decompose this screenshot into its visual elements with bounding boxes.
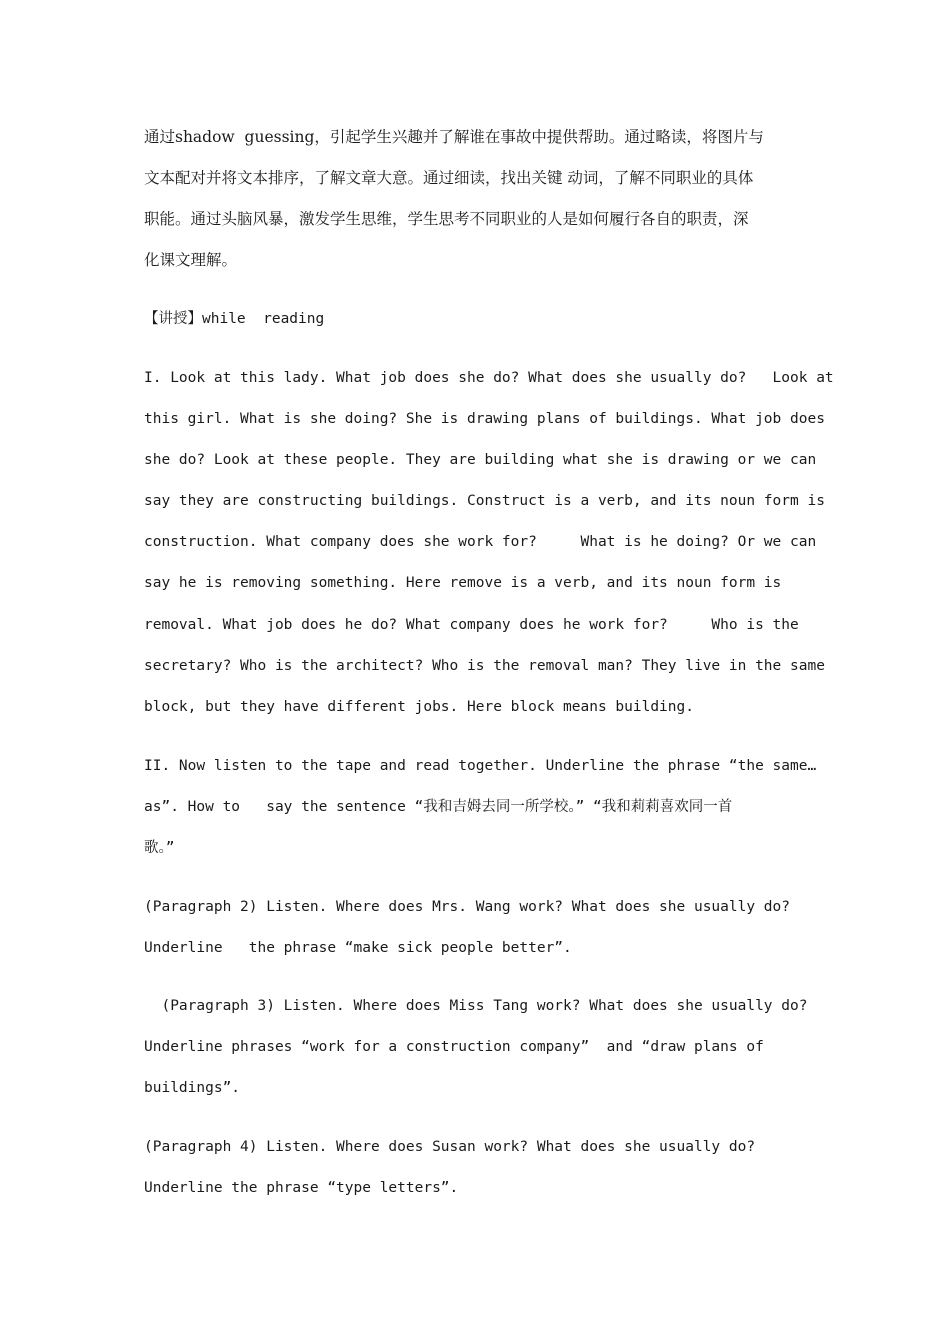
paragraph-5-line-2: Underline the phrase “make sick people better”. bbox=[144, 940, 572, 956]
section-heading: 【讲授】while reading bbox=[144, 311, 325, 327]
paragraph-3-line-8: secretary? Who is the architect? Who is the removal man? They live in the same bbox=[144, 658, 825, 674]
paragraph-3-line-6: say he is removing something. Here remove is a verb, and its noun form is bbox=[144, 575, 782, 591]
paragraph-4-line-2: as”. How to say the sentence “我和吉姆去同一所学校。” “我和莉莉喜欢同一首 bbox=[144, 799, 733, 815]
paragraph-7-line-1: (Paragraph 4) Listen. Where does Susan work? What does she usually do? bbox=[144, 1139, 756, 1155]
paragraph-6-line-2: Underline phrases “work for a construction company” and “draw plans of bbox=[144, 1039, 764, 1055]
paragraph-6-line-1: (Paragraph 3) Listen. Where does Miss Tang work? What does she usually do? bbox=[144, 998, 808, 1014]
paragraph-1-line-4: 化课文理解。 bbox=[144, 251, 238, 269]
paragraph-4-line-1: II. Now listen to the tape and read together. Underline the phrase “the same… bbox=[144, 758, 817, 774]
paragraph-3-line-5: construction. What company does she work for? What is he doing? Or we can bbox=[144, 534, 817, 550]
paragraph-1-line-3: 职能。通过头脑风暴，激发学生思维，学生思考不同职业的人是如何履行各自的职责，深 bbox=[144, 210, 749, 228]
paragraph-1-line-1: 通过shadow guessing，引起学生兴趣并了解谁在事故中提供帮助。通过略读，将图片与 bbox=[144, 128, 764, 146]
paragraph-3-line-2: this girl. What is she doing? She is drawing plans of buildings. What job does bbox=[144, 411, 825, 427]
paragraph-3-line-4: say they are constructing buildings. Construct is a verb, and its noun form is bbox=[144, 493, 825, 509]
paragraph-3-line-1: I. Look at this lady. What job does she do? What does she usually do? Look at bbox=[144, 370, 834, 386]
paragraph-1-line-2: 文本配对并将文本排序，了解文章大意。通过细读，找出关键 动词，了解不同职业的具体 bbox=[144, 169, 754, 187]
paragraph-7-line-2: Underline the phrase “type letters”. bbox=[144, 1180, 459, 1196]
paragraph-3-line-7: removal. What job does he do? What company does he work for? Who is the bbox=[144, 617, 799, 633]
paragraph-6-line-3: buildings”. bbox=[144, 1080, 241, 1096]
paragraph-5-line-1: (Paragraph 2) Listen. Where does Mrs. Wang work? What does she usually do? bbox=[144, 899, 791, 915]
paragraph-3-line-3: she do? Look at these people. They are building what she is drawing or we can bbox=[144, 452, 817, 468]
paragraph-3-line-9: block, but they have different jobs. Here block means building. bbox=[144, 699, 694, 715]
paragraph-4-line-3: 歌。” bbox=[144, 840, 175, 856]
